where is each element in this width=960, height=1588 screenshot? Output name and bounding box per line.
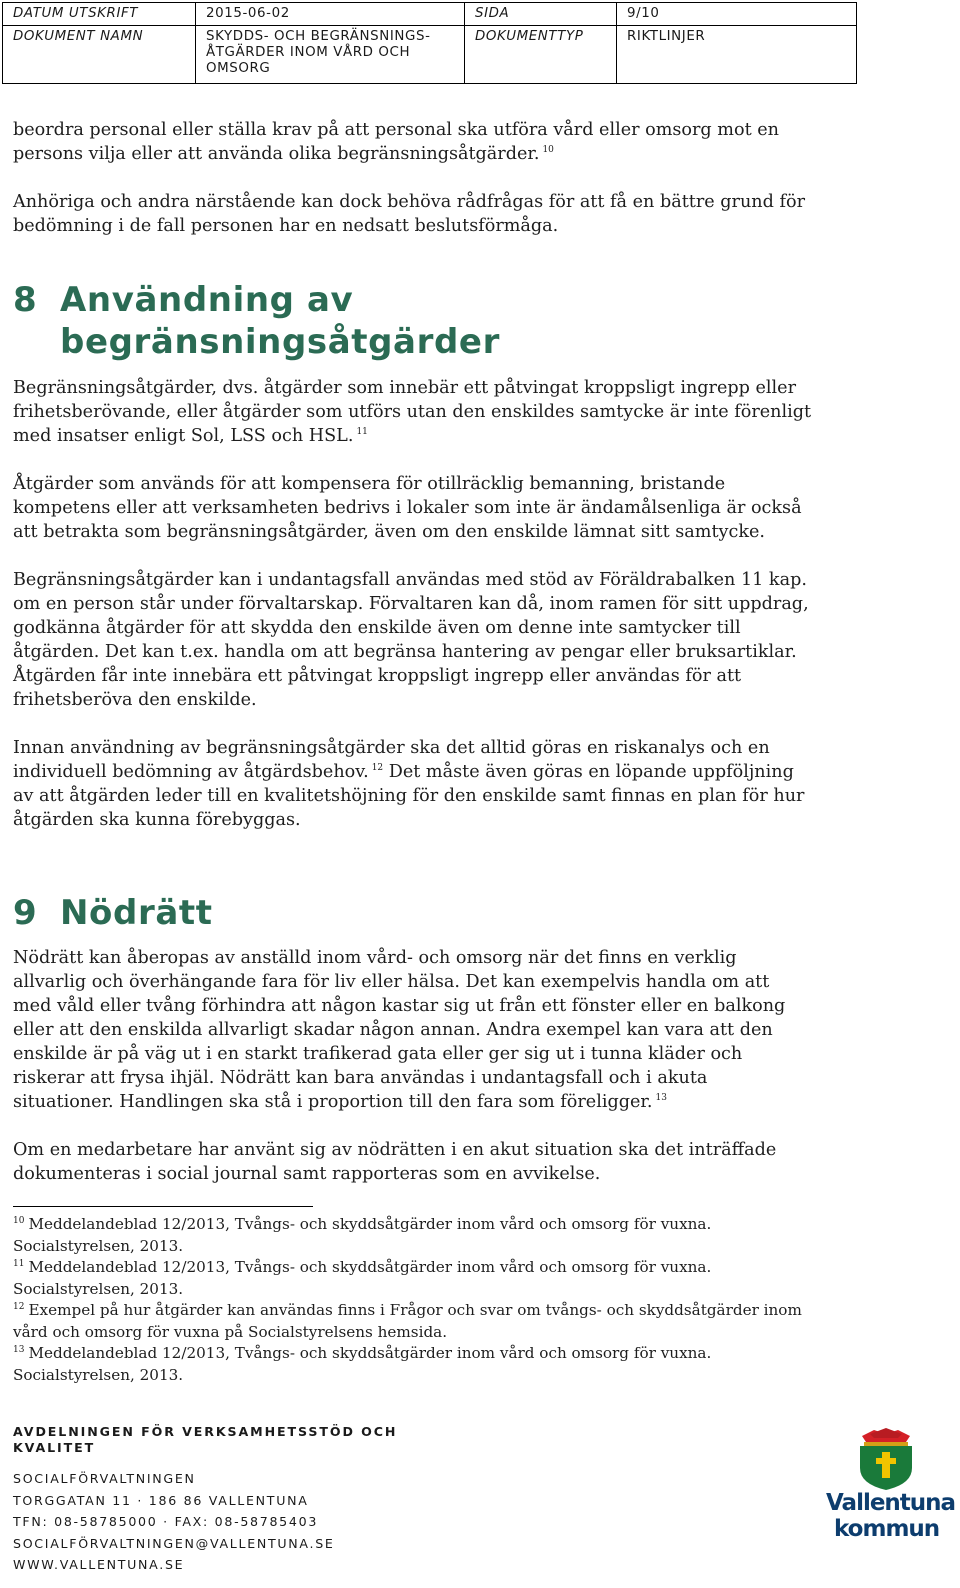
document-header bbox=[2, 2, 857, 84]
section-9-paragraph-1-text: Nödrätt kan åberopas av anställd inom vård- och omsorg när det finns en verklig allvarlig och överhängande fara för liv eller hälsa. Det kan exempelvis handla om att med våld eller tvång förhindra att någon kastar sig ut från ett fönster eller en balkong eller att den enskilda allvarligt skadar någon annan. Andra exempel kan vara att den enskilde är på väg ut i en starkt trafikerad gata eller ger sig ut i tunna kläder och riskerar att frysa ihjäl. Nödrätt kan bara användas i undantagsfall och i akuta situationer. Handlingen ska stå i proportion till den fara som föreligger. bbox=[13, 948, 786, 1112]
intro-paragraph-1 bbox=[13, 118, 813, 166]
page-label: SIDA bbox=[465, 3, 617, 26]
footnote-ref-11: 11 bbox=[356, 427, 368, 437]
section-8-title-line1: Användning av bbox=[60, 280, 354, 320]
section-8-paragraph-4-text-a: Innan användning av begränsningsåtgärder ska det alltid göras en riskanalys och en individuell bedömning av åtgärdsbehov. bbox=[13, 738, 770, 782]
section-9-number: 9 bbox=[13, 893, 38, 933]
section-8-paragraph-1-text: Begränsningsåtgärder, dvs. åtgärder som innebär ett påtvingat kroppsligt ingrepp eller frihetsberövande, eller åtgärder som utförs utan den enskildes samtycke är inte förenligt med insatser enligt Sol, LSS och HSL. bbox=[13, 378, 812, 446]
vallentuna-kommun-logo bbox=[826, 1490, 955, 1542]
section-8-number: 8 bbox=[13, 280, 38, 320]
section-8-paragraph-3: Begränsningsåtgärder kan i undantagsfall användas med stöd av Föräldrabalken 11 kap. om en person står under förvaltarskap. Förvaltaren kan då, inom ramen för sitt uppdrag, godkänna åtgärder för att skydda den enskilde även om denne inte samtycker till åtgärden. Det kan t.ex. handla om att begränsa hantering av pengar eller bruksartiklar. Åtgärden får inte innebära ett påtvingat kroppsligt ingrepp eller användas för att frihetsberöva den enskilde. bbox=[13, 570, 809, 710]
section-8-paragraph-1 bbox=[13, 376, 813, 448]
footer-phone: TFN: 08-58785000 · FAX: 08-58785403 bbox=[13, 1514, 319, 1529]
footnote-13 bbox=[13, 1343, 813, 1386]
footnotes bbox=[13, 1214, 813, 1386]
document-name-value: SKYDDS- OCH BEGRÄNSNINGS-ÅTGÄRDER INOM VÅRD OCH OMSORG bbox=[196, 26, 465, 84]
footnote-12 bbox=[13, 1300, 813, 1343]
section-9-paragraph-2: Om en medarbetare har använt sig av nödrätten i en akut situation ska det inträffade dokumenteras i social journal samt rapporteras som en avvikelse. bbox=[13, 1140, 777, 1184]
section-8-paragraph-4 bbox=[13, 736, 813, 832]
logo-line-1: Vallentuna bbox=[826, 1490, 956, 1516]
section-9-title: Nödrätt bbox=[60, 893, 213, 933]
footnote-12-number: 12 bbox=[13, 1302, 25, 1312]
footer-address: TORGGATAN 11 · 186 86 VALLENTUNA bbox=[13, 1492, 309, 1508]
section-8-paragraph-4-text-b: Det måste även göras en löpande uppföljning av att åtgärden leder till en kvalitetshöjning för den enskilde samt finnas en plan för hur åtgärden ska kunna förebyggas. bbox=[13, 762, 805, 830]
footer-office: SOCIALFÖRVALTNINGEN bbox=[13, 1471, 196, 1486]
logo-line-2: kommun bbox=[834, 1516, 940, 1542]
footer-email: SOCIALFÖRVALTNINGEN@VALLENTUNA.SE bbox=[13, 1535, 335, 1551]
footer-website: WWW.VALLENTUNA.SE bbox=[13, 1557, 185, 1572]
section-8-paragraph-2: Åtgärder som används för att kompensera för otillräcklig bemanning, bristande kompetens eller att verksamheten bedrivs i lokaler som inte är ändamålsenliga är också att betrakta som begränsningsåtgärder, även om den enskilde lämnat sitt samtycke. bbox=[13, 474, 802, 542]
page-value: 9/10 bbox=[617, 3, 857, 26]
footnote-separator bbox=[13, 1206, 313, 1207]
section-9-paragraph-1 bbox=[13, 946, 813, 1114]
footnote-10-text: Meddelandeblad 12/2013, Tvångs- och skyddsåtgärder inom vård och omsorg för vuxna. Socialstyrelsen, 2013. bbox=[13, 1215, 712, 1255]
footnote-10-number: 10 bbox=[13, 1216, 25, 1226]
footnote-ref-10: 10 bbox=[542, 145, 554, 155]
intro-paragraph-2: Anhöriga och andra närstående kan dock behöva rådfrågas för att få en bättre grund för bedömning i de fall personen har en nedsatt beslutsförmåga. bbox=[13, 192, 805, 236]
intro-paragraph-1-text: beordra personal eller ställa krav på att personal ska utföra vård eller omsorg mot en persons vilja eller att använda olika begränsningsåtgärder. bbox=[13, 120, 779, 164]
footnote-11-text: Meddelandeblad 12/2013, Tvångs- och skyddsåtgärder inom vård och omsorg för vuxna. Socialstyrelsen, 2013. bbox=[13, 1258, 712, 1298]
intro-text bbox=[13, 118, 813, 238]
footnote-13-text: Meddelandeblad 12/2013, Tvångs- och skyddsåtgärder inom vård och omsorg för vuxna. Socialstyrelsen, 2013. bbox=[13, 1344, 712, 1384]
page-footer bbox=[13, 1424, 433, 1576]
footnote-ref-13: 13 bbox=[655, 1093, 667, 1103]
document-type-value: RIKTLINJER bbox=[617, 26, 857, 84]
footnote-11 bbox=[13, 1257, 813, 1300]
date-label: DATUM UTSKRIFT bbox=[3, 3, 196, 26]
footnote-11-number: 11 bbox=[13, 1259, 25, 1269]
section-8-title-line2: begränsningsåtgärder bbox=[60, 322, 500, 362]
date-value: 2015-06-02 bbox=[196, 3, 465, 26]
section-8-heading bbox=[13, 279, 500, 363]
footnote-10 bbox=[13, 1214, 813, 1257]
section-8-body bbox=[13, 376, 813, 832]
footnote-ref-12: 12 bbox=[371, 763, 384, 773]
document-name-label: DOKUMENT NAMN bbox=[3, 26, 196, 84]
footnote-12-text: Exempel på hur åtgärder kan användas finns i Frågor och svar om tvångs- och skyddsåtgärder inom vård och omsorg för vuxna på Socialstyrelsens hemsida. bbox=[13, 1301, 802, 1341]
document-type-label: DOKUMENTTYP bbox=[465, 26, 617, 84]
section-9-body bbox=[13, 946, 813, 1186]
footer-department: AVDELNINGEN FÖR VERKSAMHETSSTÖD OCH KVALITET bbox=[13, 1424, 398, 1455]
section-9-heading bbox=[13, 892, 213, 934]
footnote-13-number: 13 bbox=[13, 1345, 25, 1355]
